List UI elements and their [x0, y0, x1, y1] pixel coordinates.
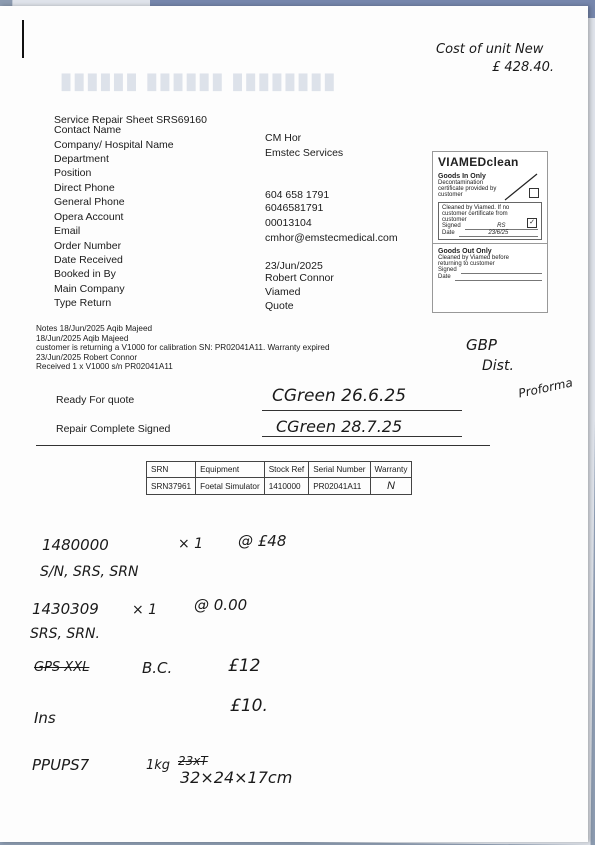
equipment-table	[146, 461, 412, 495]
cleaned-checkbox-checked: ✓	[527, 218, 537, 228]
decon-text: Decontamination certificate provided by customer	[438, 180, 497, 198]
hw-ins-price: £10.	[230, 696, 268, 716]
field-label: Contact Name	[54, 124, 122, 136]
field-label: Order Number	[54, 240, 122, 252]
complete-signature: CGreen 28.7.25	[276, 417, 403, 436]
note-line: 23/Jun/2025 Robert Connor	[36, 352, 138, 362]
field-label: General Phone	[54, 196, 125, 208]
badge-brand: VIAMEDclean	[438, 155, 519, 169]
field-value: CM Hor	[265, 132, 302, 144]
hw-item2-code: 1430309	[32, 600, 99, 618]
field-label: Company/ Hospital Name	[54, 139, 174, 151]
field-value: Quote	[265, 300, 294, 312]
th-stock-ref: Stock Ref	[264, 462, 309, 478]
hw-pp-code: PPUPS7	[32, 756, 90, 774]
signed2-label: Signed	[438, 267, 457, 273]
hw-bc-price: £12	[228, 656, 261, 676]
hw-bc: B.C.	[142, 659, 173, 677]
field-label: Position	[54, 167, 92, 179]
td-warranty: N	[370, 478, 412, 495]
field-label: Opera Account	[54, 211, 124, 223]
goods-in-heading: Goods In Only	[438, 173, 486, 180]
slash-mark	[503, 172, 539, 202]
field-label: Email	[54, 225, 81, 237]
field-label: Date Received	[54, 254, 123, 266]
hw-pp-dims: 32×24×17cm	[180, 768, 293, 787]
date-value: 23/6/25	[459, 230, 538, 237]
td-srn: SRN37961	[147, 478, 196, 495]
th-serial-number: Serial Number	[309, 462, 370, 478]
field-value: Emstec Services	[265, 147, 344, 159]
hw-cost-line1: Cost of unit New	[436, 42, 544, 57]
hw-ins: Ins	[34, 709, 56, 727]
sheet-title: Service Repair Sheet SRS69160	[54, 114, 207, 126]
service-repair-sheet	[0, 6, 588, 842]
hw-item1-codes: S/N, SRS, SRN	[40, 564, 139, 580]
notes-block	[36, 324, 330, 372]
hw-item1-price: @ £48	[238, 532, 287, 550]
signed-label: Signed	[442, 223, 461, 229]
field-value: Viamed	[265, 286, 301, 298]
hw-struck-text: GPS XXL	[34, 660, 90, 675]
hw-pp-struck: 23xT	[178, 754, 208, 768]
hw-item1-code: 1480000	[42, 536, 109, 554]
viamed-clean-badge	[432, 151, 548, 313]
ready-signature: CGreen 26.6.25	[272, 386, 407, 406]
field-value: Robert Connor	[265, 272, 334, 284]
note-line: customer is returning a V1000 for calibration SN: PR02041A11. Warranty expired	[36, 343, 330, 353]
show-through-text: ▮▮▮▮▮▮ ▮▮▮▮▮▮ ▮▮▮▮▮▮▮▮	[60, 68, 337, 93]
pen-mark	[22, 20, 24, 58]
th-srn: SRN	[147, 462, 196, 478]
field-value: cmhor@emstecmedical.com	[265, 232, 398, 244]
signed-value: RS	[465, 223, 538, 230]
repair-complete-label: Repair Complete Signed	[56, 423, 171, 435]
complete-sig-line	[262, 436, 462, 437]
td-stock-ref: 1410000	[264, 478, 309, 495]
note-line: Received 1 x V1000 s/n PR02041A11	[36, 362, 173, 372]
hw-item1-qty: × 1	[178, 536, 204, 552]
ready-sig-line	[262, 410, 462, 411]
date2-label: Date	[438, 274, 451, 280]
note-line: Notes 18/Jun/2025 Aqib Majeed	[36, 324, 153, 333]
hw-item2-qty: × 1	[132, 602, 158, 618]
hw-dist: Dist.	[482, 358, 514, 374]
field-label: Booked in By	[54, 268, 116, 280]
hw-pp-weight: 1kg	[146, 758, 171, 773]
hw-item2-price: @ 0.00	[194, 596, 248, 614]
td-serial-number: PR02041A11	[309, 478, 370, 495]
field-value: 00013104	[265, 217, 312, 229]
field-label: Type Return	[54, 297, 112, 309]
th-warranty: Warranty	[370, 462, 412, 478]
date-label: Date	[442, 230, 455, 236]
note-line: 18/Jun/2025 Aqib Majeed	[36, 333, 129, 343]
field-value: 6046581791	[265, 202, 324, 214]
cleaned-text: Cleaned by Viamed. If no customer certificate from customer	[442, 205, 510, 223]
hw-gbp: GBP	[466, 336, 497, 354]
field-label: Direct Phone	[54, 182, 115, 194]
cleaned-out-text: Cleaned by Viamed before returning to customer	[438, 255, 509, 267]
field-label: Department	[54, 153, 109, 165]
hw-cost-line2: £ 428.40.	[492, 60, 555, 75]
divider	[36, 445, 490, 446]
field-value: 23/Jun/2025	[265, 260, 323, 272]
td-equipment: Foetal Simulator	[196, 478, 265, 495]
hw-proforma: Proforma	[517, 375, 574, 401]
table-row	[147, 478, 412, 495]
ready-for-quote-label: Ready For quote	[56, 394, 135, 406]
hw-item2-codes: SRS, SRN.	[30, 626, 100, 642]
table-header-row	[147, 462, 412, 478]
field-label: Main Company	[54, 283, 125, 295]
goods-out-heading: Goods Out Only	[438, 248, 492, 255]
th-equipment: Equipment	[196, 462, 265, 478]
field-value: 604 658 1791	[265, 189, 330, 201]
